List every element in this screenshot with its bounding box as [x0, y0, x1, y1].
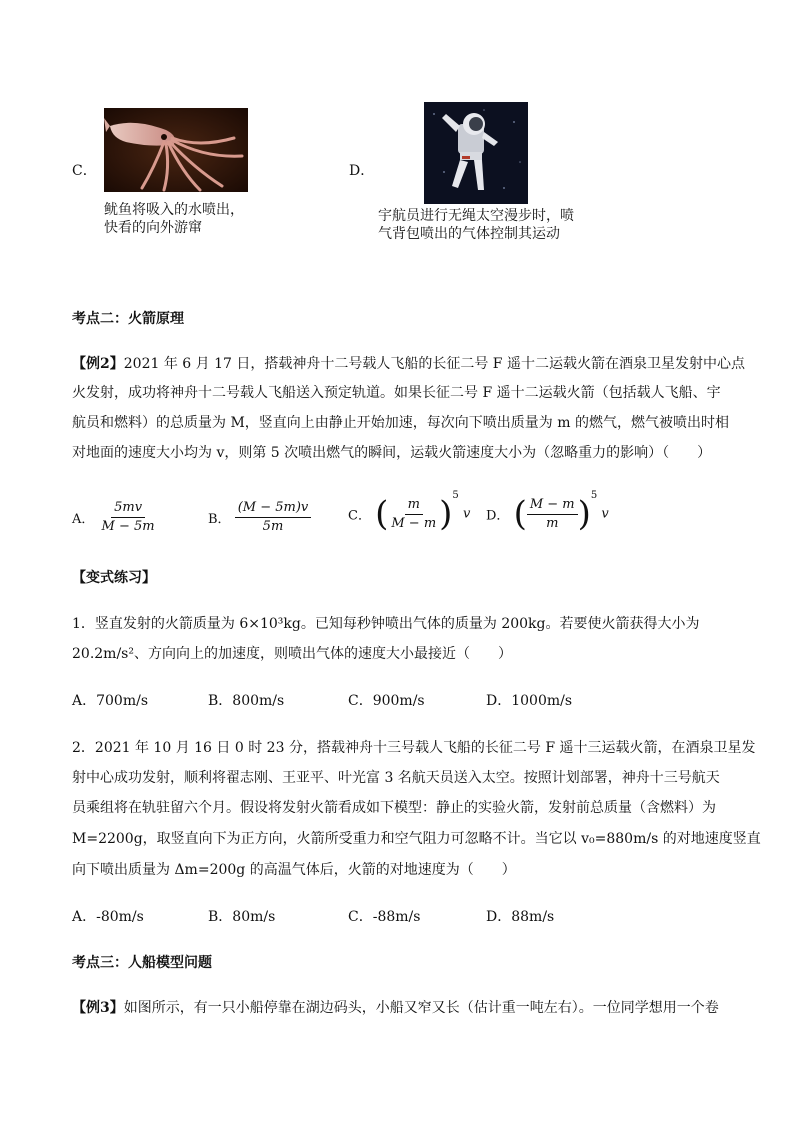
example2-option-c[interactable]: C． ( $\frac{m}{M - m}$ )$^5$ v: [348, 490, 471, 534]
section-title-boat: 考点三：人船模型问题: [72, 955, 212, 971]
fraction-c: $\frac{m}{M - m}$: [391, 496, 437, 531]
q1-option-c[interactable]: C．900m/s: [348, 693, 425, 709]
q1-line2: 20.2m/s²、方向向上的加速度，则喷出气体的速度大小最接近（ ）: [72, 646, 512, 662]
option-d-caption-1: 宇航员进行无绳太空漫步时，喷: [378, 208, 574, 224]
option-d-caption-2: 气背包喷出的气体控制其运动: [378, 226, 560, 242]
variant-title: 【变式练习】: [72, 570, 156, 586]
q2-option-c[interactable]: C．-88m/s: [348, 909, 421, 925]
q2-option-a[interactable]: A．-80m/s: [72, 909, 144, 925]
example3-tag: 【例3】: [72, 1000, 124, 1016]
option-d-label: D．: [349, 163, 375, 179]
example3-line1: [72, 998, 719, 1018]
fraction-b: $\frac{(M - 5m)v}{5m}$: [235, 500, 312, 535]
squid-image: [104, 108, 248, 192]
q1-option-d[interactable]: D．1000m/s: [486, 693, 573, 709]
example2-line2: 火发射，成功将神舟十二号载人飞船送入预定轨道。如果长征二号 F 遥十二运载火箭（包括载人飞船、宇: [72, 385, 721, 401]
q2-line5: 向下喷出质量为 Δm=200g 的高温气体后，火箭的对地速度为（ ）: [72, 862, 516, 878]
example2-text-1: 2021 年 6 月 17 日，搭载神舟十二号载人飞船的长征二号 F 遥十二运载火箭在酒泉卫星发射中心点: [123, 356, 745, 372]
q2-line4: M=2200g，取竖直向下为正方向，火箭所受重力和空气阻力可忽略不计。当它以 v₀=880m/s 的对地速度竖直: [72, 831, 761, 847]
fraction-a: $\frac{5mv}{M - 5m}$: [101, 500, 155, 534]
example2-tag: 【例2】: [72, 356, 124, 372]
q2-line3: 员乘组将在轨驻留六个月。假设将发射火箭看成如下模型：静止的实验火箭，发射前总质量（含燃料）为: [72, 800, 716, 816]
astronaut-image: [424, 102, 528, 204]
example2-line3: 航员和燃料）的总质量为 M，竖直向上由静止开始加速，每次向下喷出质量为 m 的燃气，燃气被喷出时相: [72, 415, 729, 431]
example2-option-b[interactable]: B． $\frac{(M - 5m)v}{5m}$: [208, 500, 311, 535]
q2-option-b[interactable]: B．80m/s: [208, 909, 276, 925]
fraction-d: $\frac{M - m}{m}$: [527, 497, 578, 532]
q1-option-a[interactable]: A．700m/s: [72, 693, 149, 709]
example2-option-d[interactable]: D． ( $\frac{M - m}{m}$ )$^5$ v: [486, 490, 609, 534]
option-c-label: C．: [72, 163, 97, 179]
option-c-caption-1: 鱿鱼将吸入的水喷出，: [104, 202, 244, 218]
q1-option-b[interactable]: B．800m/s: [208, 693, 285, 709]
example2-option-a[interactable]: A． $\frac{5mv}{M - 5m}$: [72, 500, 158, 535]
example3-text-1: 如图所示，有一只小船停靠在湖边码头，小船又窄又长（估计重一吨左右）。一位同学想用一个卷: [123, 1000, 719, 1016]
example2-line4: 对地面的速度大小均为 v，则第 5 次喷出燃气的瞬间，运载火箭速度大小为（忽略重力的影响）（ ）: [72, 445, 712, 461]
example2-line1: [72, 354, 745, 374]
q2-option-d[interactable]: D．88m/s: [486, 909, 555, 925]
q2-line2: 射中心成功发射，顺利将翟志刚、王亚平、叶光富 3 名航天员送入太空。按照计划部署，神舟十三号航天: [72, 770, 720, 786]
q2-line1: 2．2021 年 10 月 16 日 0 时 23 分，搭载神舟十三号载人飞船的长征二号 F 遥十三运载火箭，在酒泉卫星发: [72, 740, 756, 756]
option-c-caption-2: 快看的向外游窜: [104, 220, 202, 236]
section-title-rocket: 考点二：火箭原理: [72, 311, 184, 327]
q1-line1: 1．竖直发射的火箭质量为 6×10³kg。已知每秒钟喷出气体的质量为 200kg。若要使火箭获得大小为: [72, 616, 700, 632]
